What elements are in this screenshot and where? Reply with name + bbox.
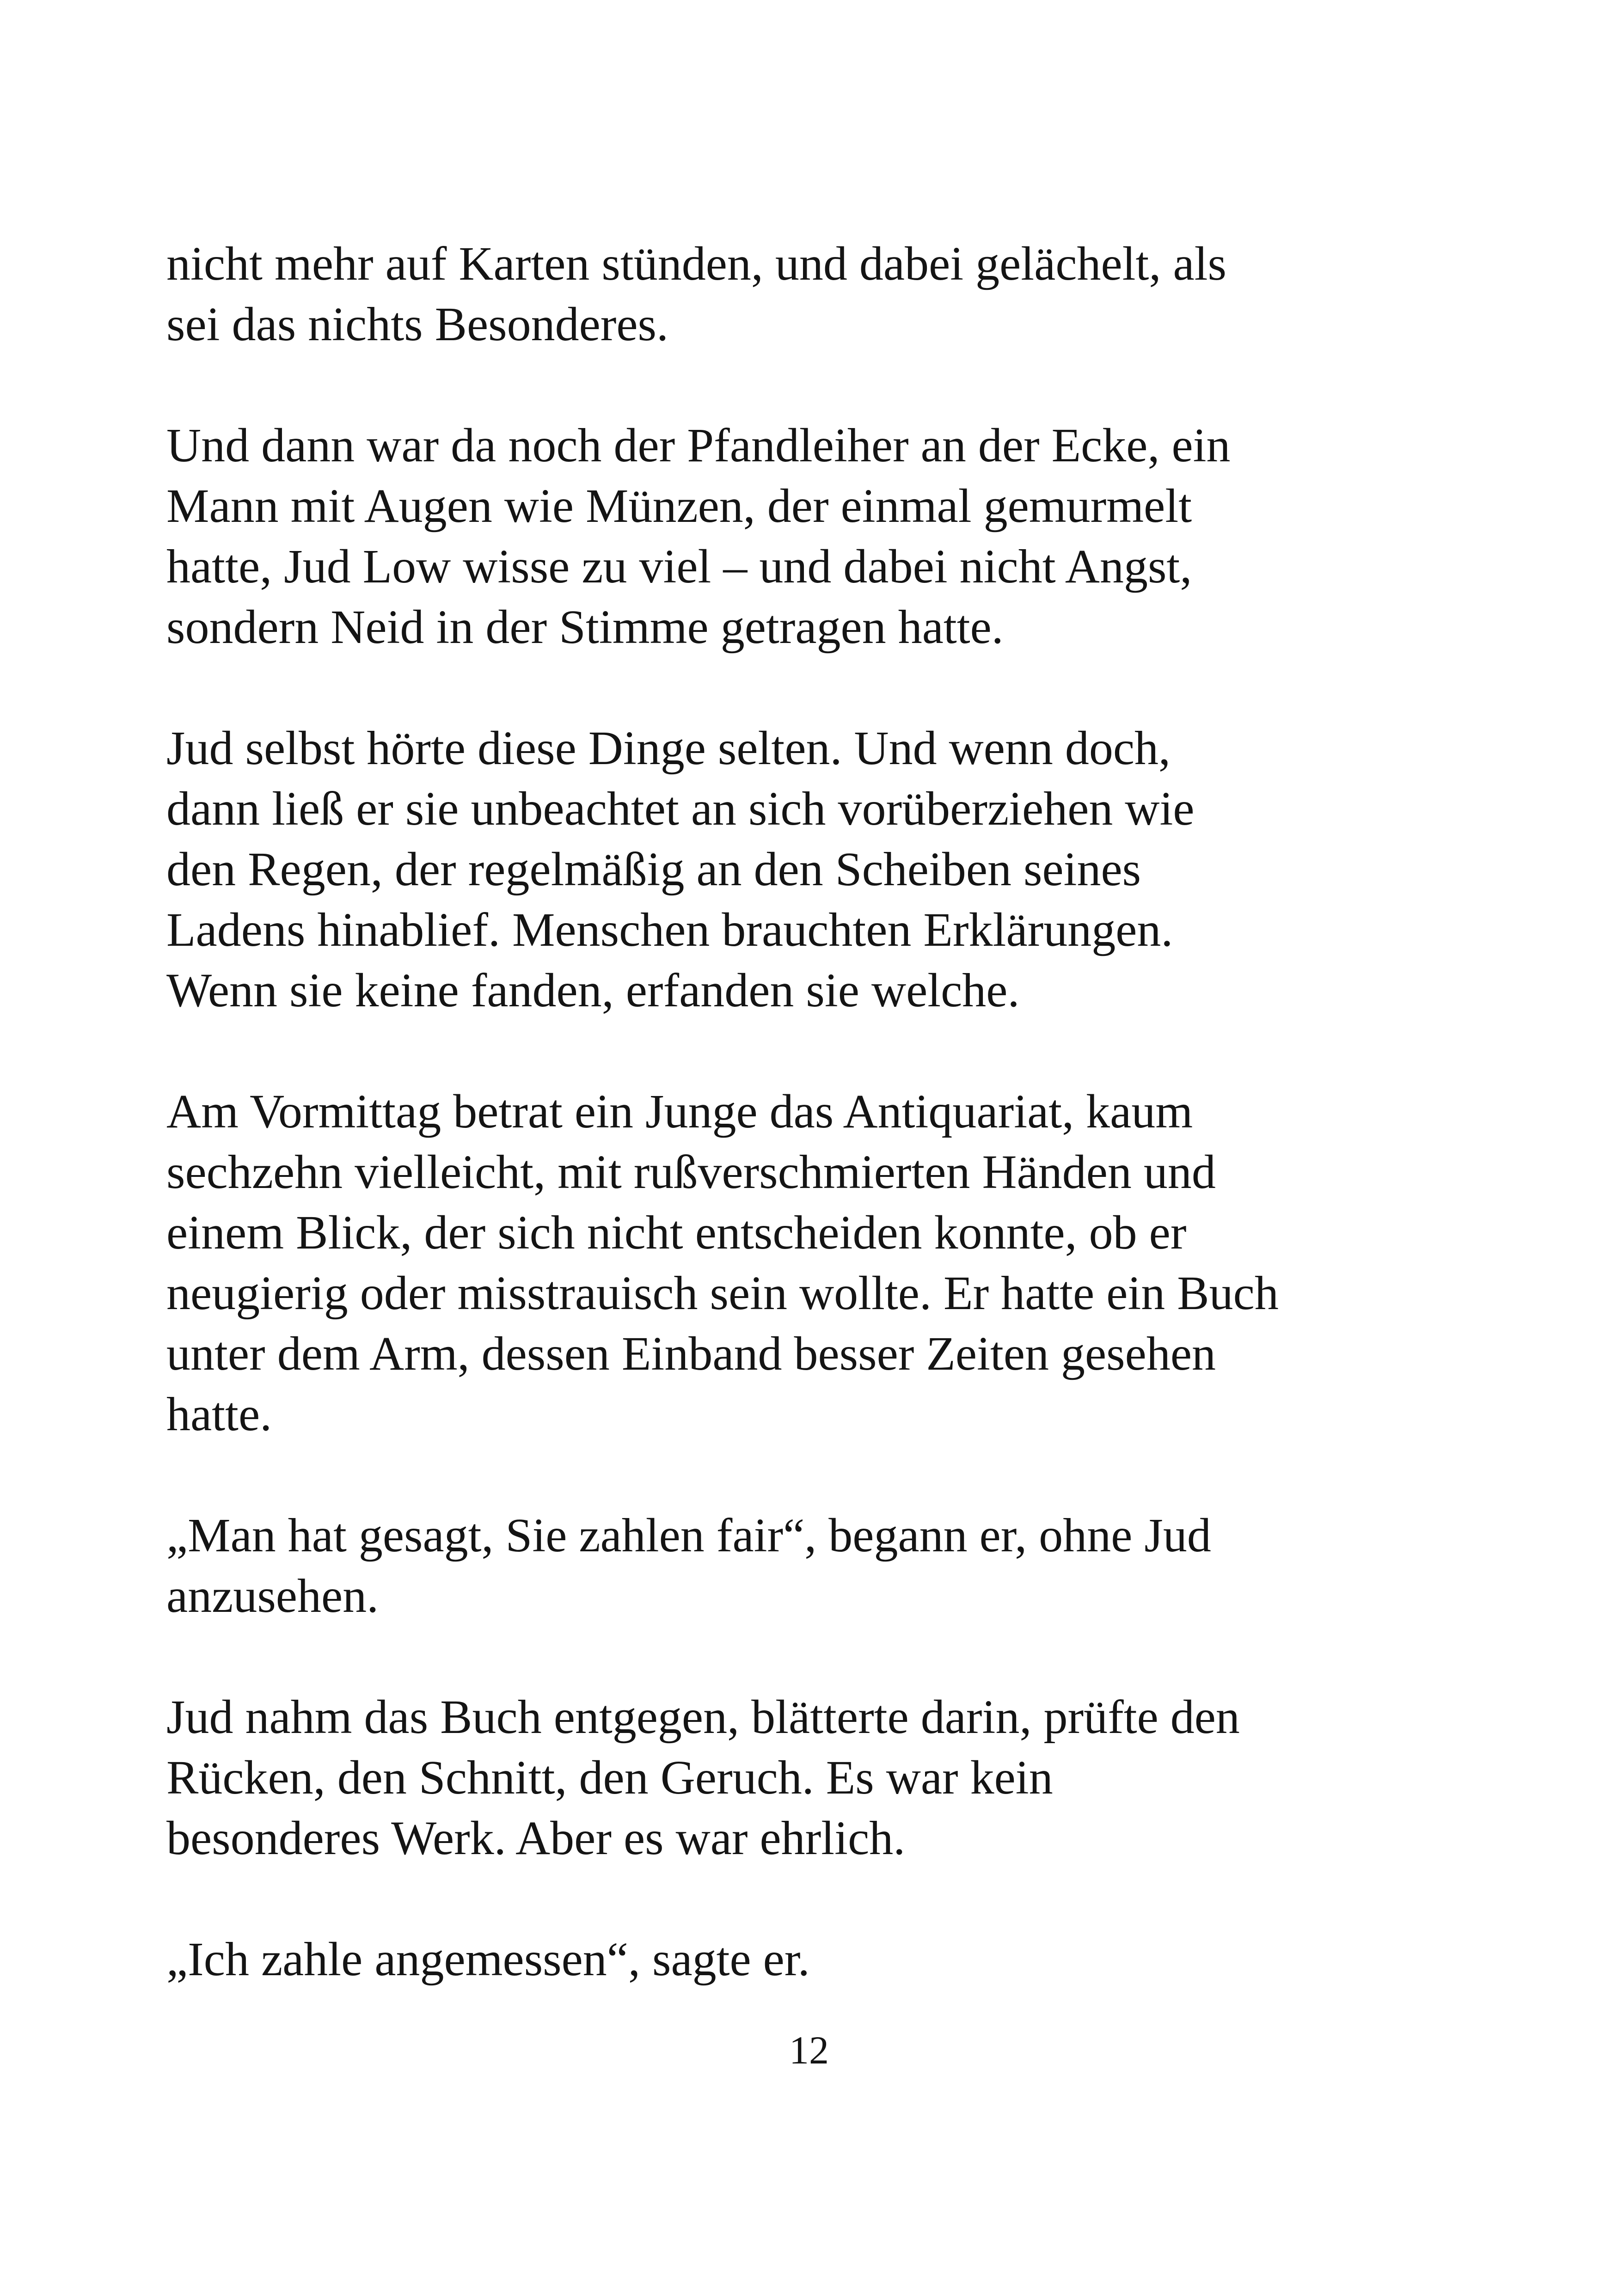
text-line: neugierig oder misstrauisch sein wollte. Er hatte ein Buch [166, 1267, 1279, 1320]
text-line: nicht mehr auf Karten stünden, und dabei gelächelt, als [166, 237, 1226, 290]
text-line: Jud nahm das Buch entgegen, blätterte darin, prüfte den [166, 1690, 1240, 1744]
text-line: sondern Neid in der Stimme getragen hatte. [166, 600, 1004, 654]
text-line: den Regen, der regelmäßig an den Scheiben seines [166, 843, 1141, 896]
text-line: sechzehn vielleicht, mit rußverschmierten Händen und [166, 1145, 1216, 1199]
text-line: Am Vormittag betrat ein Junge das Antiquariat, kaum [166, 1085, 1193, 1138]
paragraph-4 [166, 1081, 1415, 1445]
body-text [166, 233, 1415, 2050]
paragraph-2 [166, 415, 1415, 657]
text-line: einem Blick, der sich nicht entscheiden konnte, ob er [166, 1206, 1187, 1259]
text-line: besonderes Werk. Aber es war ehrlich. [166, 1812, 906, 1865]
text-line: anzusehen. [166, 1569, 379, 1623]
text-line: sei das nichts Besonderes. [166, 298, 669, 351]
text-line: hatte, Jud Low wisse zu viel – und dabei nicht Angst, [166, 540, 1192, 593]
paragraph-6 [166, 1687, 1415, 1868]
text-line: Mann mit Augen wie Münzen, der einmal gemurmelt [166, 479, 1192, 533]
text-line: Rücken, den Schnitt, den Geruch. Es war kein [166, 1751, 1053, 1804]
paragraph-5 [166, 1505, 1415, 1626]
text-line: Wenn sie keine fanden, erfanden sie welche. [166, 964, 1020, 1017]
text-line: „Man hat gesagt, Sie zahlen fair“, begann er, ohne Jud [166, 1509, 1211, 1562]
paragraph-7 [166, 1929, 1415, 1990]
text-line: dann ließ er sie unbeachtet an sich vorüberziehen wie [166, 782, 1195, 835]
paragraph-1 [166, 233, 1415, 355]
text-line: „Ich zahle angemessen“, sagte er. [166, 1933, 810, 1986]
text-line: unter dem Arm, dessen Einband besser Zeiten gesehen [166, 1327, 1216, 1380]
text-line: hatte. [166, 1388, 272, 1441]
text-line: Und dann war da noch der Pfandleiher an der Ecke, ein [166, 419, 1231, 472]
text-line: Jud selbst hörte diese Dinge selten. Und wenn doch, [166, 722, 1171, 775]
paragraph-3 [166, 718, 1415, 1021]
text-line: Ladens hinablief. Menschen brauchten Erklärungen. [166, 903, 1173, 956]
page-number: 12 [789, 2028, 829, 2072]
